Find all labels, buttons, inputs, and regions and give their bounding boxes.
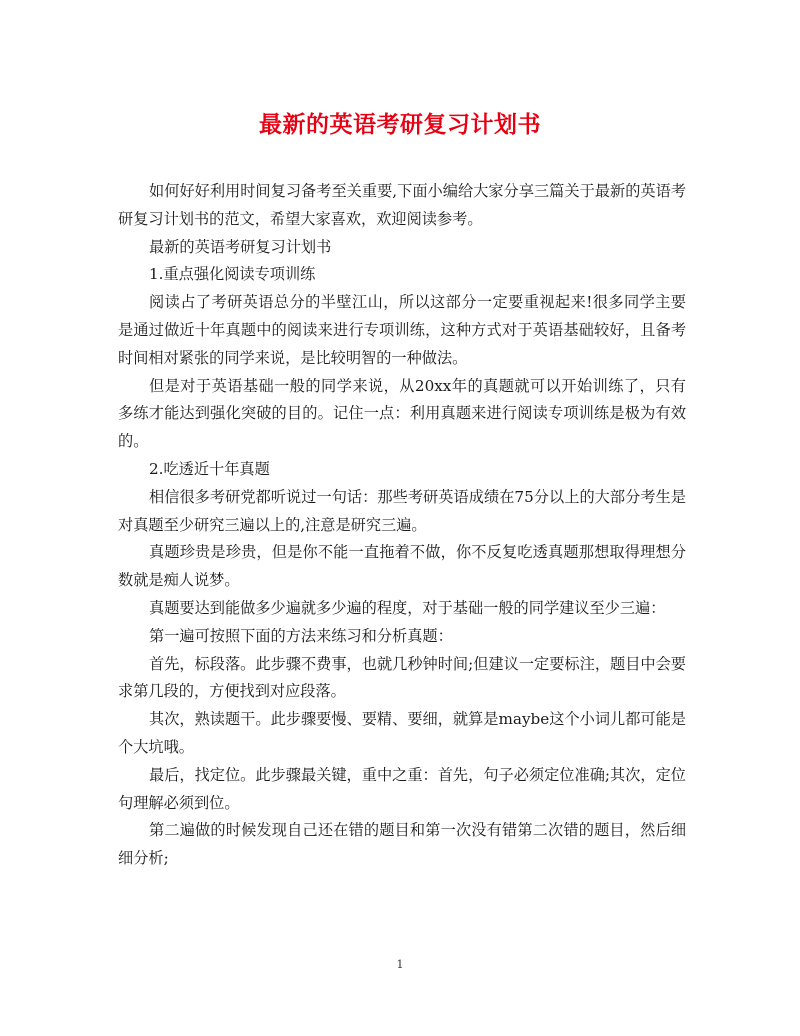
paragraph: 第一遍可按照下面的方法来练习和分析真题：	[149, 626, 453, 645]
document-body	[118, 178, 686, 873]
paragraph: 相信很多考研党都听说过一句话：那些考研英语成绩在75分以上的大部分考生是对真题至少研究三遍以上的,注意是研究三遍。	[118, 487, 686, 534]
paragraph: 但是对于英语基础一般的同学来说，从20xx年的真题就可以开始训练了，只有多练才能达到强化突破的目的。记住一点：利用真题来进行阅读专项训练是极为有效的。	[118, 376, 686, 451]
paragraph: 阅读占了考研英语总分的半壁江山，所以这部分一定要重视起来!很多同学主要是通过做近十年真题中的阅读来进行专项训练，这种方式对于英语基础较好，且备考时间相对紧张的同学来说，是比较明智的一种做法。	[118, 293, 686, 367]
paragraph: 其次，熟读题干。此步骤要慢、要精、要细，就算是maybe这个小词儿都可能是个大坑哦。	[118, 710, 686, 756]
paragraph: 最后，找定位。此步骤最关键，重中之重：首先，句子必须定位准确;其次，定位句理解必须到位。	[118, 765, 686, 812]
paragraph: 第二遍做的时候发现自己还在错的题目和第一次没有错第二次错的题目，然后细细分析;	[118, 821, 686, 868]
paragraph: 首先，标段落。此步骤不费事，也就几秒钟时间;但建议一定要标注，题目中会要求第几段的，方便找到对应段落。	[118, 654, 686, 701]
paragraph: 真题要达到能做多少遍就多少遍的程度，对于基础一般的同学建议至少三遍：	[149, 598, 666, 617]
page-number: 1	[396, 958, 404, 971]
paragraph-subtitle: 最新的英语考研复习计划书	[149, 237, 332, 256]
section-heading-1: 1.重点强化阅读专项训练	[149, 265, 316, 284]
section-heading-2: 2.吃透近十年真题	[149, 459, 270, 478]
paragraph-intro: 如何好好利用时间复习备考至关重要,下面小编给大家分享三篇关于最新的英语考研复习计划书的范文，希望大家喜欢，欢迎阅读参考。	[118, 182, 686, 228]
document-title: 最新的英语考研复习计划书	[259, 111, 541, 138]
paragraph: 真题珍贵是珍贵，但是你不能一直拖着不做，你不反复吃透真题那想取得理想分数就是痴人说梦。	[118, 543, 686, 590]
